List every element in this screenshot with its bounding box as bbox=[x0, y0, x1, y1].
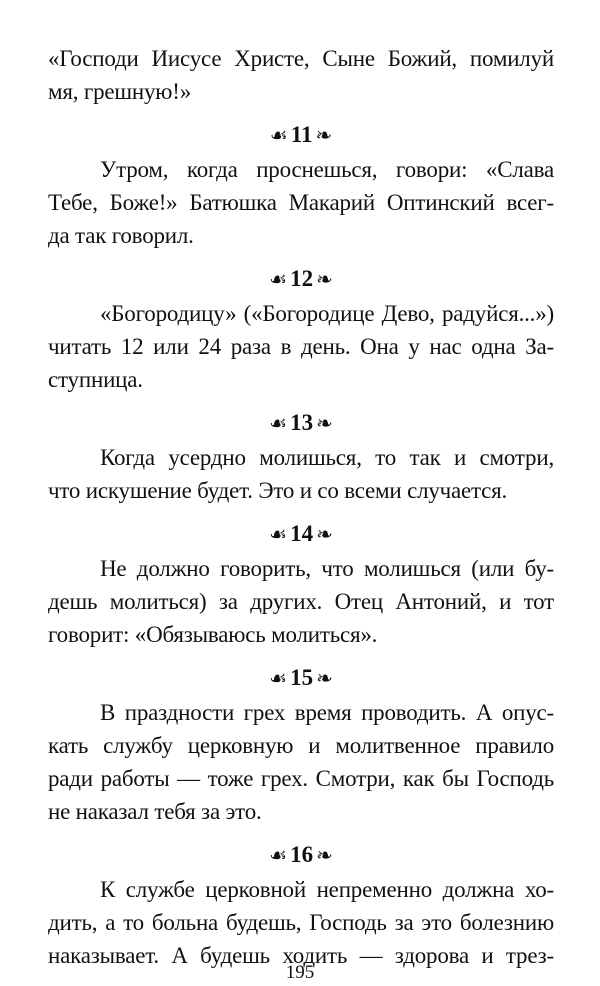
text-line: «Богородицу» («Богородице Дево, радуйся...») bbox=[100, 301, 554, 326]
section-heading bbox=[48, 517, 554, 550]
section-heading bbox=[48, 262, 554, 295]
ornament-left-icon: ☙ bbox=[269, 413, 288, 435]
ornament-left-icon: ☙ bbox=[269, 668, 288, 690]
section-number: 16 bbox=[290, 842, 314, 867]
text-line: К службе церковной непременно должна хо- bbox=[100, 877, 554, 902]
text-line: Тебе, Боже!» Батюшка Макарий Оптинский всег- bbox=[48, 190, 554, 215]
ornament-right-icon: ❧ bbox=[315, 125, 333, 147]
ornament-left-icon: ☙ bbox=[269, 845, 288, 867]
ornament-right-icon: ❧ bbox=[316, 845, 333, 867]
text-line: Когда усердно молишься, то так и смотри, bbox=[100, 445, 554, 470]
section-number: 13 bbox=[290, 410, 314, 435]
section-number: 11 bbox=[290, 122, 313, 147]
section-heading bbox=[48, 661, 554, 694]
book-page bbox=[48, 42, 554, 972]
ornament-right-icon: ❧ bbox=[316, 668, 333, 690]
text-line: не наказал тебя за это. bbox=[48, 799, 262, 824]
text-line: что искушение будет. Это и со всеми случается. bbox=[48, 478, 508, 503]
ornament-right-icon: ❧ bbox=[316, 269, 333, 291]
section-number: 15 bbox=[290, 665, 314, 690]
ornament-left-icon: ☙ bbox=[269, 524, 288, 546]
ornament-right-icon: ❧ bbox=[316, 524, 333, 546]
text-line: Утром, когда проснешься, говори: «Слава bbox=[100, 157, 554, 182]
text-line: наказывает. А будешь ходить — здорова и трез- bbox=[48, 943, 554, 968]
text-line: Не должно говорить, что молишься (или бу- bbox=[100, 556, 554, 581]
section-heading bbox=[48, 406, 554, 439]
section-number: 12 bbox=[290, 266, 314, 291]
text-line: дешь молиться) за других. Отец Антоний, и тот bbox=[48, 589, 554, 614]
section-number: 14 bbox=[290, 521, 314, 546]
text-line: да так говорил. bbox=[48, 223, 194, 248]
text-line: «Господи Иисусе Христе, Сыне Божий, помилуй bbox=[48, 46, 554, 71]
text-line: говорит: «Обязываюсь молиться». bbox=[48, 622, 378, 647]
ornament-left-icon: ☙ bbox=[269, 269, 288, 291]
ornament-right-icon: ❧ bbox=[316, 413, 333, 435]
text-line: читать 12 или 24 раза в день. Она у нас одна За- bbox=[48, 334, 554, 359]
text-line: кать службу церковную и молитвенное правило bbox=[48, 733, 554, 758]
page-number: 195 bbox=[285, 962, 315, 983]
text-line: ступница. bbox=[48, 367, 143, 392]
section-heading bbox=[48, 838, 554, 871]
text-line: мя, грешную!» bbox=[48, 79, 192, 104]
section-heading bbox=[48, 118, 554, 151]
text-line: дить, а то больна будешь, Господь за это болезнию bbox=[48, 910, 554, 935]
ornament-left-icon: ☙ bbox=[269, 125, 288, 147]
text-line: В праздности грех время проводить. А опус- bbox=[100, 700, 554, 725]
text-line: ради работы — тоже грех. Смотри, как бы Господь bbox=[48, 766, 554, 791]
